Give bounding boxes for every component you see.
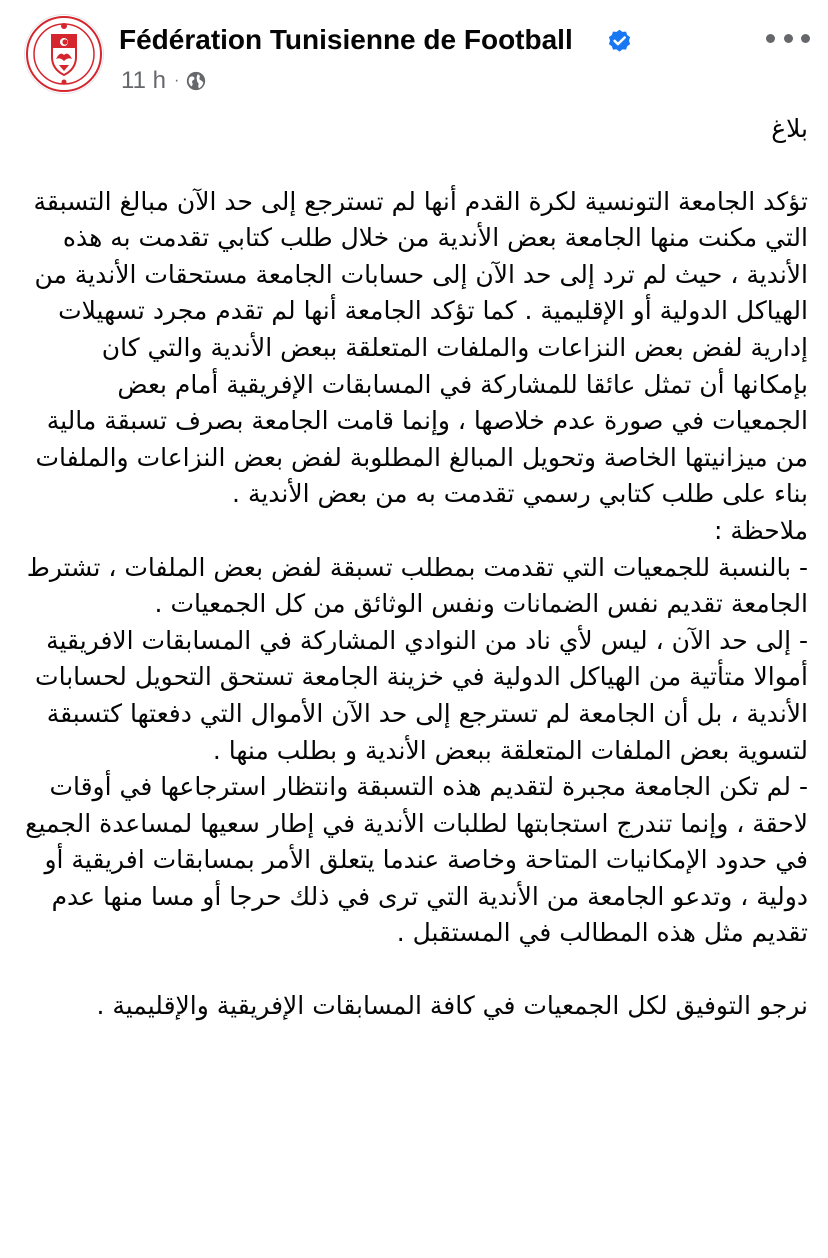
- page-name[interactable]: Fédération Tunisienne de Football: [119, 24, 573, 55]
- more-options-icon[interactable]: [766, 26, 810, 50]
- post-meta: [121, 66, 207, 96]
- dot-icon: [784, 34, 793, 43]
- post-timestamp[interactable]: 11 h: [121, 67, 166, 94]
- page-avatar[interactable]: [24, 14, 104, 94]
- note-item: - إلى حد الآن ، ليس لأي ناد من النوادي المشاركة في المسابقات الافريقية أموالا متأتية من الهياكل الدولية في خزينة الجامعة تستحق التحويل لحسابات الأندية ، بل أن الجامعة لم تسترجع إلى حد الآن الأموال التي دفعتها كتسبقة لتسوية بعض الملفات المتعلقة ببعض الأندية و بطلب منها .: [35, 625, 808, 765]
- post-title: بلاغ: [771, 114, 808, 143]
- post-paragraph-main: تؤكد الجامعة التونسية لكرة القدم أنها لم تسترجع إلى حد الآن مبالغ التسبقة التي مكنت منها الجامعة بعض الأندية من خلال طلب كتابي تقدمت به هذه الأندية ، حيث لم ترد إلى حد الآن إلى حسابات الجامعة مستحقات الأندية من الهياكل الدولية أو الإقليمية . كما تؤكد الجامعة أنها لم تقدم مجرد تسهيلات إدارية لفض بعض النزاعات والملفات المتعلقة ببعض الأندية والتي كان بإمكانها أن تمثل عائقا للمشاركة في المسابقات الإفريقية أمام بعض الجمعيات في صورة عدم خلاصها ، وإنما قامت الجامعة بصرف تسبقة مالية من ميزانيتها الخاصة وتحويل المبالغ المطلوبة لفض بعض النزاعات والملفات بناء على طلب كتابي رسمي تقدمت به من بعض الأندية .: [33, 186, 808, 509]
- dot-icon: [801, 34, 810, 43]
- post-header: [0, 0, 828, 100]
- ftf-crest-logo-icon: [25, 15, 103, 93]
- note-item: - لم تكن الجامعة مجبرة لتقديم هذه التسبقة وانتظار استرجاعها في أوقات لاحقة ، وإنما تندرج استجابتها لطلبات الأندية في إطار سعيها لمساعدة الجميع في حدود الإمكانيات المتاحة وخاصة عندما يتعلق الأمر بمسابقات افريقية أو دولية ، وتدعو الجامعة من الأندية التي ترى في ذلك حرجا أو مسا منها عدم تقديم مثل هذه المطالب في المستقبل .: [25, 772, 808, 948]
- globe-icon[interactable]: [185, 70, 207, 92]
- meta-separator: ·: [173, 72, 180, 89]
- post-body: [22, 111, 808, 1025]
- post-closing: نرجو التوفيق لكل الجمعيات في كافة المسابقات الإفريقية والإقليمية .: [96, 991, 808, 1021]
- dot-icon: [766, 34, 775, 43]
- note-heading: ملاحظة :: [713, 515, 808, 545]
- note-item: - بالنسبة للجمعيات التي تقدمت بمطلب تسبقة لفض بعض الملفات ، تشترط الجامعة تقديم نفس الضمانات ونفس الوثائق من كل الجمعيات .: [26, 552, 808, 619]
- verified-badge-icon: [606, 28, 633, 55]
